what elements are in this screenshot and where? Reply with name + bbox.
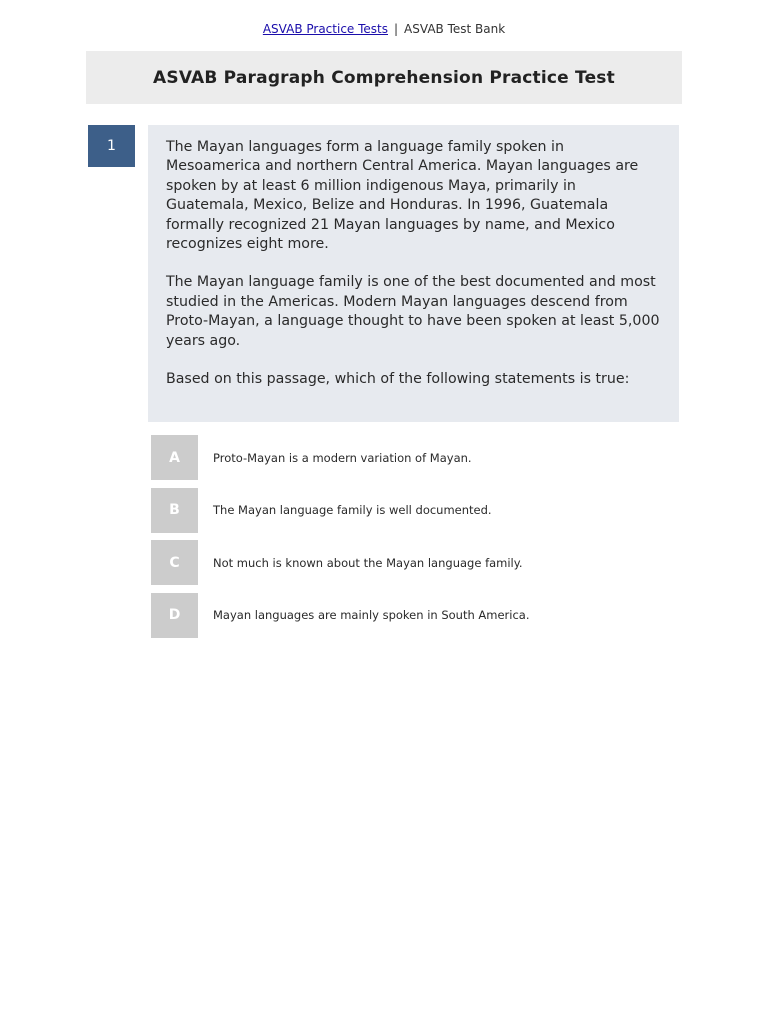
choice-letter[interactable]: A (151, 435, 198, 480)
answer-choice-d[interactable] (151, 593, 671, 638)
choice-letter[interactable]: D (151, 593, 198, 638)
nav-separator: | (394, 22, 399, 36)
asvab-test-bank-label: ASVAB Test Bank (404, 22, 506, 36)
answer-choice-c[interactable] (151, 540, 671, 585)
page-title: ASVAB Paragraph Comprehension Practice Test (153, 67, 615, 88)
choice-text[interactable]: Proto-Mayan is a modern variation of Mayan. (213, 450, 472, 465)
top-navigation (0, 21, 768, 37)
question-passage (148, 125, 679, 422)
answer-choice-b[interactable] (151, 488, 671, 533)
question-prompt: Based on this passage, which of the following statements is true: (166, 371, 630, 388)
passage-paragraph-2: The Mayan language family is one of the best documented and most studied in the Americas. Modern Mayan languages descend from Proto-Mayan, a language thought to have been spoken at least 5,000 years ago. (166, 274, 660, 349)
choice-text[interactable]: The Mayan language family is well documented. (213, 503, 492, 517)
answer-choices (151, 435, 671, 645)
answer-choice-a[interactable] (151, 435, 671, 480)
asvab-practice-tests-link[interactable]: ASVAB Practice Tests (262, 22, 388, 36)
page-title-bar (86, 51, 682, 104)
choice-text[interactable]: Not much is known about the Mayan language family. (213, 555, 523, 570)
choice-letter[interactable]: C (151, 540, 198, 585)
question-number-badge: 1 (88, 125, 135, 167)
passage-paragraph-1: The Mayan languages form a language family spoken in Mesoamerica and northern Central America. Mayan languages are spoken by at least 6 million indigenous Maya, primarily in Guatemala, Mexico, Belize and Honduras. In 1996, Guatemala formally recognized 21 Mayan languages by name, and Mexico recognizes eight more. (166, 139, 639, 253)
choice-letter[interactable]: B (151, 488, 198, 533)
choice-text[interactable]: Mayan languages are mainly spoken in South America. (213, 608, 530, 622)
